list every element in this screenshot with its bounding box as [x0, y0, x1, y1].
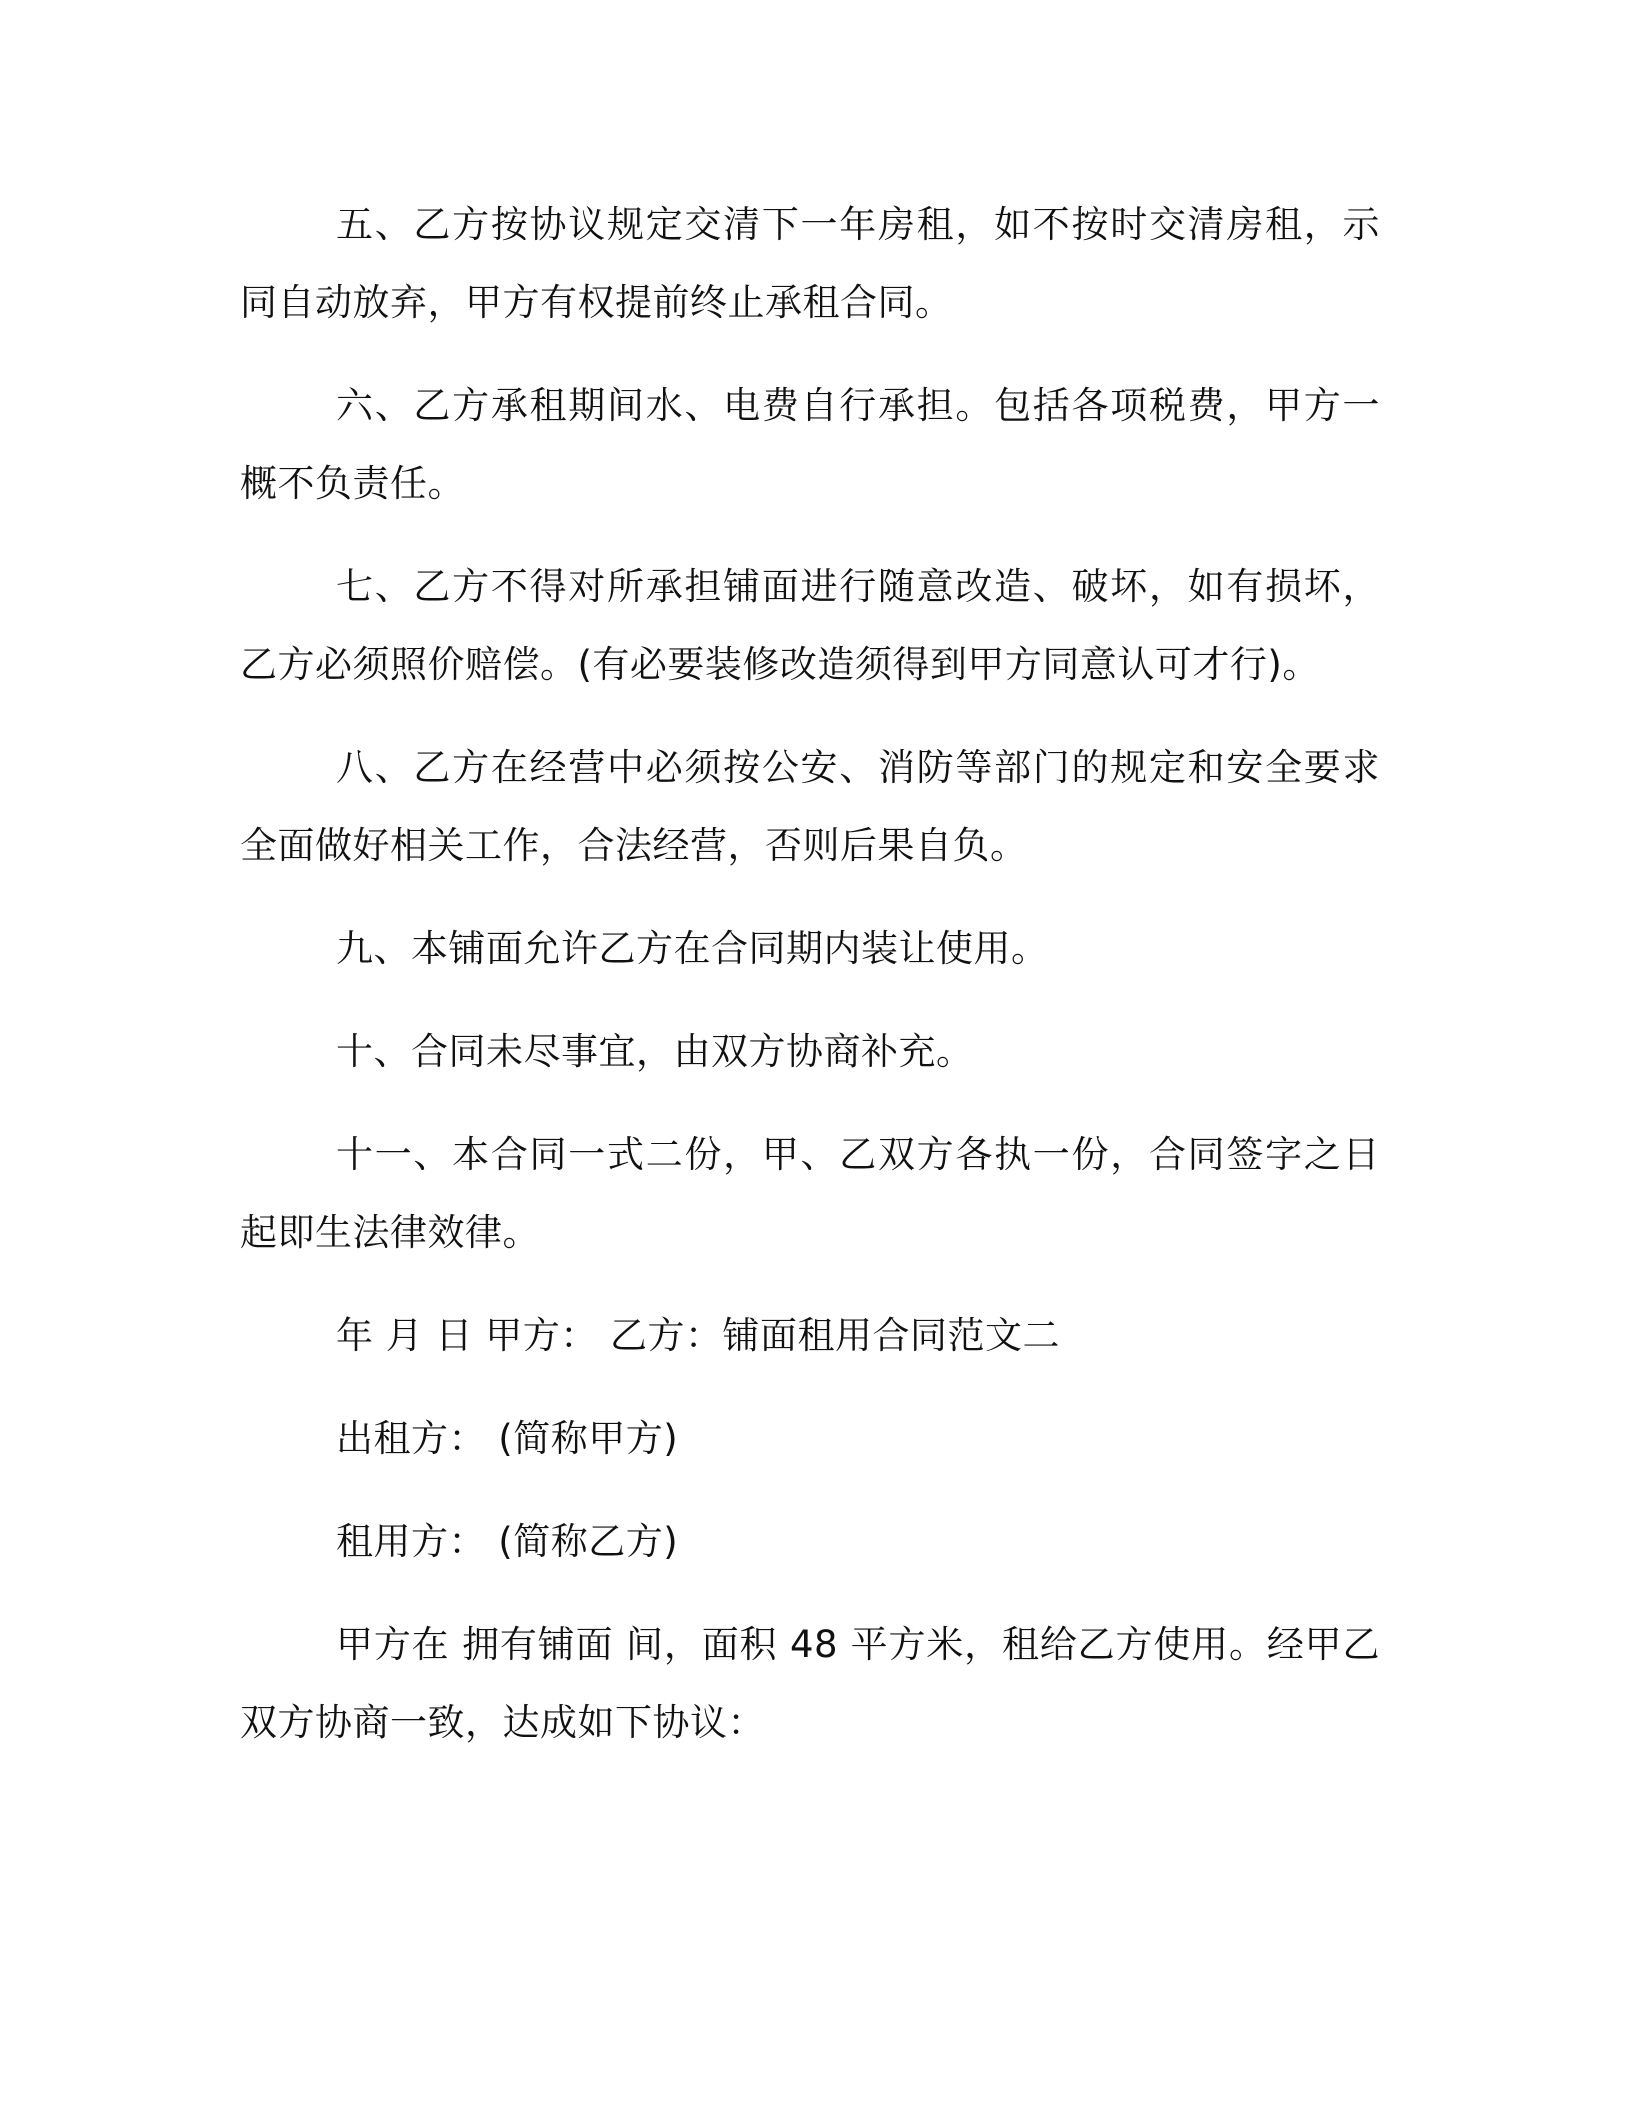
clause-10-supplement: 十、合同未尽事宜，由双方协商补充。 [336, 1030, 974, 1073]
clause-7-no-alteration: 七、乙方不得对所承担铺面进行随意改造、破坏，如有损坏，乙方必须照价赔偿。(有必要装修改造须得到甲方同意认可才行)。 [240, 565, 1380, 686]
clause-8-regulations: 八、乙方在经营中必须按公安、消防等部门的规定和安全要求全面做好相关工作，合法经营，否则后果自负。 [240, 746, 1380, 867]
clause-6-utilities: 六、乙方承租期间水、电费自行承担。包括各项税费，甲方一概不负责任。 [240, 384, 1380, 505]
clause-9-transfer: 九、本铺面允许乙方在合同期内装让使用。 [336, 927, 1049, 970]
document-body [240, 186, 1380, 1787]
lessee-line: 租用方： (简称乙方) [336, 1520, 679, 1563]
intro-paragraph: 甲方在 拥有铺面 间，面积 48 平方米，租给乙方使用。经甲乙双方协商一致，达成如下协议： [240, 1623, 1380, 1744]
signature-line: 年 月 日 甲方： 乙方：铺面租用合同范文二 [336, 1314, 1061, 1357]
clause-11-copies: 十一、本合同一式二份，甲、乙双方各执一份，合同签字之日起即生法律效律。 [240, 1133, 1380, 1254]
lessor-line: 出租方： (简称甲方) [336, 1417, 679, 1460]
clause-5-rent-payment: 五、乙方按协议规定交清下一年房租，如不按时交清房租，示同自动放弃，甲方有权提前终止承租合同。 [240, 203, 1380, 324]
